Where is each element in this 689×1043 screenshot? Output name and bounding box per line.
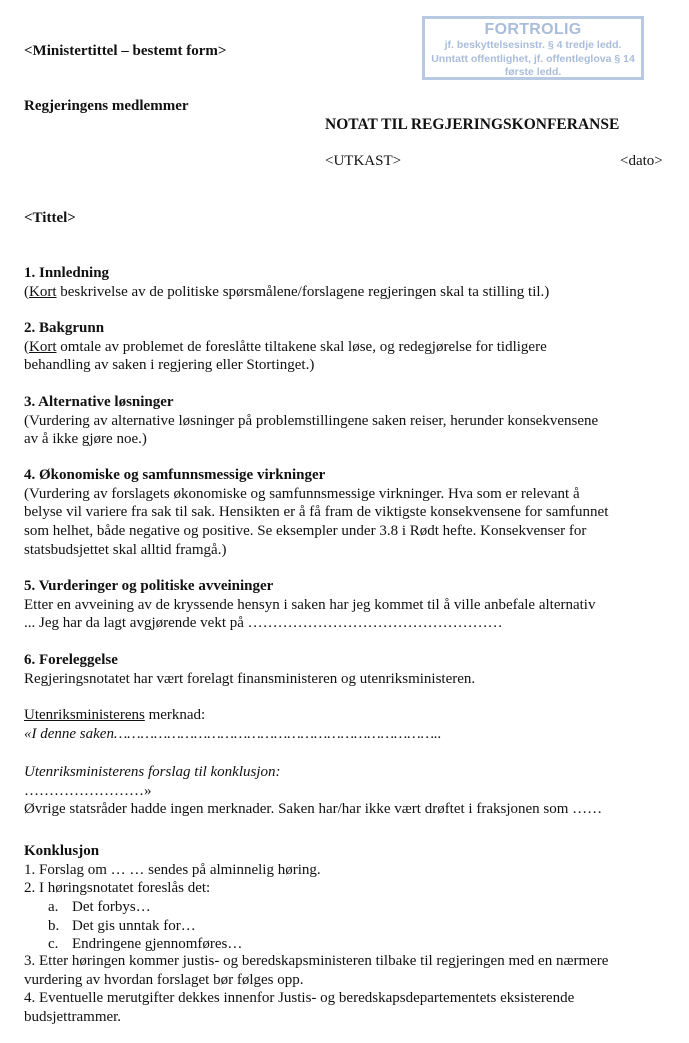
sub-list-item — [48, 917, 242, 936]
section-heading: Konklusjon — [24, 843, 100, 859]
section-body — [24, 283, 664, 302]
draft-label: <UTKAST> — [325, 153, 402, 169]
document-type-heading: NOTAT TIL REGJERINGSKONFERANSE — [325, 116, 620, 133]
section-body-line: belyse vil variere fra sak til sak. Hensikten er å få fram de viktigste konsekvensene for samfunnet — [24, 504, 609, 521]
conclusion-item: 2. I høringsnotatet foreslås det: — [24, 880, 211, 897]
list-item-text: Det forbys… — [72, 899, 151, 915]
section-okonomiske-virkninger — [24, 466, 664, 560]
body-text: beskrivelse av de politiske spørsmålene/forslagene regjeringen skal ta stilling til.) — [56, 283, 550, 300]
conclusion-item-continuation: budsjettrammer. — [24, 1009, 122, 1026]
section-heading: 1. Innledning — [24, 265, 110, 281]
date-placeholder: <dato> — [620, 153, 663, 169]
conclusion-item: 4. Eventuelle merutgifter dekkes innenfor Justis- og beredskapsdepartementets eksisterende — [24, 990, 575, 1007]
minister-title: <Ministertittel – bestemt form> — [24, 43, 227, 59]
section-alternative-losninger — [24, 393, 664, 449]
section-body-line: statsbudsjettet skal alltid framgå.) — [24, 541, 227, 558]
list-marker: c. — [48, 936, 59, 953]
recipients: Regjeringens medlemmer — [24, 98, 189, 114]
section-heading: 2. Bakgrunn — [24, 320, 105, 336]
section-heading: 5. Vurderinger og politiske avveininger — [24, 578, 274, 594]
section-body-line: som helhet, både negative og positive. Se eksempler under 3.8 i Rødt hefte. Konsekvenser for — [24, 523, 587, 540]
proposal-label: Utenriksministerens forslag til konklusjon: — [24, 764, 281, 780]
underlined-word: Kort — [29, 338, 57, 355]
list-marker: a. — [48, 899, 59, 915]
section-bakgrunn — [24, 319, 664, 375]
conclusion-item: 3. Etter høringen kommer justis- og beredskapsministeren tilbake til regjeringen med en nærmere — [24, 953, 609, 969]
paren-open: ( — [24, 338, 29, 355]
section-body — [24, 338, 664, 357]
stamp-line: første ledd. — [504, 66, 562, 78]
section-heading: 3. Alternative løsninger — [24, 394, 174, 410]
conclusion-sub-list — [48, 898, 242, 954]
list-marker: b. — [48, 917, 60, 934]
stamp-line: Unntatt offentlighet, jf. offentleglova § 14 — [431, 52, 635, 65]
underlined-word: Utenriksministerens — [24, 707, 145, 723]
body-text: omtale av problemet de foreslåtte tiltakene skal løse, og redegjørelse for tidligere — [56, 338, 547, 355]
title-placeholder: <Tittel> — [24, 210, 76, 226]
foreign-minister-proposal — [24, 763, 664, 819]
section-body-line: (Vurdering av forslagets økonomiske og samfunnsmessige virkninger. Hva som er relevant å — [24, 485, 580, 502]
section-heading: 4. Økonomiske og samfunnsmessige virkninger — [24, 467, 326, 483]
section-body-line: (Vurdering av alternative løsninger på problemstillingene saken reiser, herunder konsekvensene — [24, 412, 599, 429]
list-item-text: Endringene gjennomføres… — [72, 936, 243, 953]
section-body-line: ... Jeg har da lagt avgjørende vekt på …………………………………………… — [24, 615, 503, 632]
classification-stamp — [422, 16, 644, 80]
section-heading: 6. Foreleggelse — [24, 652, 118, 668]
stamp-line: jf. beskyttelsesinstr. § 4 tredje ledd. — [444, 39, 622, 51]
list-item-text: Det gis unntak for… — [72, 917, 196, 934]
underlined-word: Kort — [29, 283, 57, 300]
conclusion-item-continuation: vurdering av hvordan forslaget bør følges opp. — [24, 971, 304, 988]
section-body-line: Etter en avveining av de kryssende hensyn i saken har jeg kommet til å ville anbefale alternativ — [24, 596, 596, 613]
conclusion-tail — [24, 952, 664, 1027]
section-foreleggelse — [24, 651, 664, 688]
other-ministers-text: Øvrige statsråder hadde ingen merknader. Saken har/har ikke vært drøftet i fraksjonen som …… — [24, 801, 603, 818]
remark-quote: «I denne saken……………………………………………………………….. — [24, 725, 442, 742]
paren-open: ( — [24, 283, 29, 300]
proposal-value: ……………………» — [24, 782, 152, 799]
stamp-title: FORTROLIG — [484, 21, 582, 38]
section-body-line: av å ikke gjøre noe.) — [24, 431, 147, 448]
section-vurderinger — [24, 577, 664, 633]
section-body-line: behandling av saken i regjering eller Stortinget.) — [24, 357, 315, 374]
section-konklusjon — [24, 842, 664, 898]
remark-label — [24, 706, 664, 725]
sub-list-item — [48, 898, 242, 917]
foreign-minister-remark — [24, 706, 664, 743]
remark-label-rest: merknad: — [144, 707, 206, 723]
conclusion-item: 1. Forslag om … … sendes på alminnelig høring. — [24, 861, 321, 878]
section-innledning — [24, 264, 664, 301]
section-body-line: Regjeringsnotatet har vært forelagt finansministeren og utenriksministeren. — [24, 670, 476, 687]
